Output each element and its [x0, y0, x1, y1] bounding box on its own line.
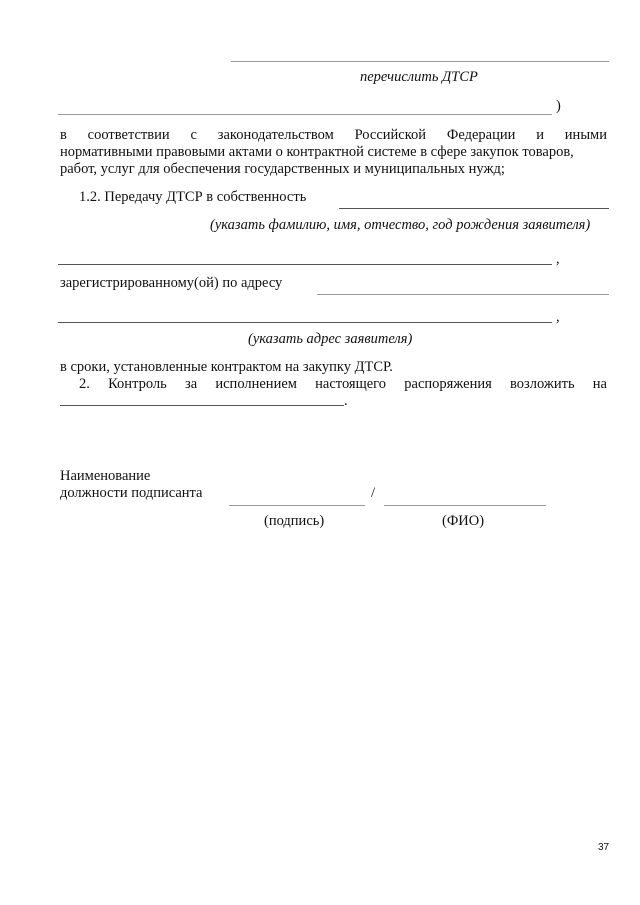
page-number: 37: [598, 842, 610, 853]
caption-applicant-address: (указать адрес заявителя): [248, 331, 413, 347]
blank-line-basis: [58, 114, 552, 115]
item-1-2-transfer-ownership: 1.2. Передачу ДТСР в собственность: [79, 189, 307, 205]
caption-transfer-dtsr: перечислить ДТСР: [360, 69, 478, 85]
fio-line: [384, 505, 546, 506]
position-title-line-2: должности подписанта: [60, 485, 203, 501]
caption-fio: (ФИО): [442, 513, 485, 529]
blank-line-address-1: [317, 294, 609, 295]
terms-text: в сроки, установленные контрактом на закупку ДТСР.: [60, 359, 393, 375]
closing-parenthesis: ): [556, 98, 561, 114]
item-2-period: .: [344, 393, 348, 409]
registered-address-label: зарегистрированному(ой) по адресу: [60, 275, 283, 291]
paragraph-legal-basis-line-2: нормативными правовыми актами о контрактной системе в сфере закупок товаров,: [60, 144, 574, 160]
blank-line-action: [231, 61, 609, 62]
caption-signature: (подпись): [264, 513, 325, 529]
comma-after-applicant: ,: [556, 251, 560, 267]
paragraph-legal-basis-line-3: работ, услуг для обеспечения государственных и муниципальных нужд;: [60, 161, 505, 177]
blank-line-address-2: [58, 322, 552, 323]
signature-line: [229, 505, 365, 506]
paragraph-legal-basis-line-1: в соответствии с законодательством Российской Федерации и иными: [60, 127, 607, 143]
position-title-line-1: Наименование: [60, 468, 151, 484]
blank-line-applicant-2: [58, 264, 552, 265]
comma-after-address: ,: [556, 309, 560, 325]
signature-slash: /: [371, 485, 376, 501]
item-2-control: 2. Контроль за исполнением настоящего распоряжения возложить на: [79, 376, 607, 392]
blank-line-responsible: [60, 405, 344, 406]
caption-applicant-details: (указать фамилию, имя, отчество, год рождения заявителя): [210, 217, 591, 233]
blank-line-applicant-1: [339, 208, 609, 209]
